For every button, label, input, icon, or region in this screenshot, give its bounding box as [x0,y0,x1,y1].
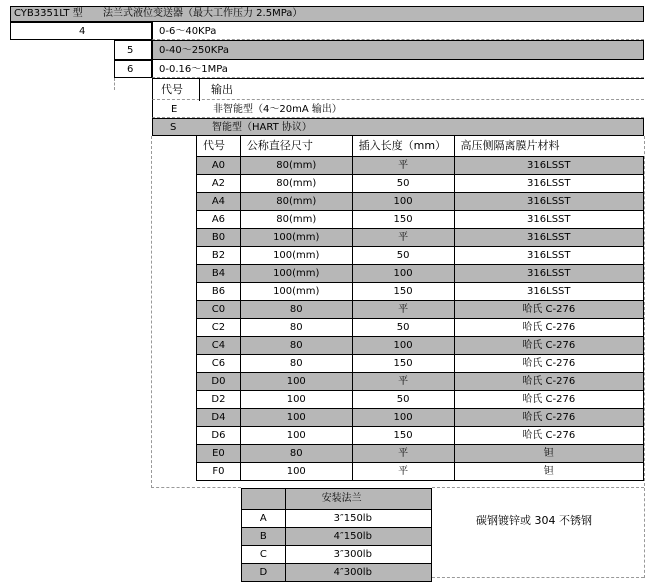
row-dn: 100 [240,391,352,409]
row-dn: 80 [240,445,352,463]
table-row [197,463,644,481]
guide-line [644,488,645,578]
flange-spec: 4″300lb [285,564,431,582]
flange-material: 碳钢镀锌或 304 不锈钢 [476,514,592,527]
row-dn: 80 [240,301,352,319]
range-code: 6 [127,64,134,75]
row-dn: 80(mm) [240,193,352,211]
guide-line [151,136,152,488]
model-label: CYB3351LT 型 [14,8,83,19]
row-dn: 100 [240,409,352,427]
flange-spec: 3″150lb [285,510,431,528]
row-code: C2 [197,319,241,337]
header-material: 高压侧隔离膜片材料 [454,136,643,157]
row-length: 平 [352,157,454,175]
table-row [197,211,644,229]
output-code: E [171,104,178,115]
row-material: 钽 [454,463,643,481]
row-code: B4 [197,265,241,283]
flange-code: C [242,546,286,564]
diaphragm-table [196,136,644,481]
row-dn: 80 [240,355,352,373]
flange-spec: 3″300lb [285,546,431,564]
table-row [197,409,644,427]
guide-line [151,487,241,488]
range-code-cell [10,22,152,40]
flange-table [241,488,432,582]
row-length: 平 [352,373,454,391]
guide-line [432,487,644,488]
table-row [197,427,644,445]
flange-code: B [242,528,286,546]
row-material: 316LSST [454,157,643,175]
flange-header: 安装法兰 [285,489,431,510]
table-row [197,337,644,355]
row-material: 316LSST [454,193,643,211]
row-code: B6 [197,283,241,301]
output-row-s [152,118,644,136]
row-material: 哈氏 C-276 [454,319,643,337]
row-length: 50 [352,391,454,409]
range-code: 4 [79,26,86,37]
row-code: C6 [197,355,241,373]
row-material: 哈氏 C-276 [454,337,643,355]
table-row [197,373,644,391]
table-row [197,355,644,373]
row-material: 哈氏 C-276 [454,373,643,391]
flange-header-row [242,489,432,510]
guide-line [432,577,644,578]
output-header-divider [199,79,200,101]
row-dn: 80(mm) [240,157,352,175]
table-row [197,319,644,337]
range-row-6 [114,60,644,78]
flange-header-code [242,489,286,510]
range-code: 5 [127,45,134,56]
row-dn: 100(mm) [240,265,352,283]
header-code: 代号 [197,136,241,157]
row-length: 100 [352,193,454,211]
row-material: 316LSST [454,247,643,265]
row-code: B0 [197,229,241,247]
output-section [152,78,644,136]
row-length: 平 [352,463,454,481]
header-length: 插入长度（mm） [352,136,454,157]
row-dn: 80 [240,337,352,355]
row-length: 平 [352,301,454,319]
table-row [197,247,644,265]
row-material: 316LSST [454,229,643,247]
header-dn: 公称直径尺寸 [240,136,352,157]
row-material: 哈氏 C-276 [454,391,643,409]
row-material: 316LSST [454,283,643,301]
row-code: E0 [197,445,241,463]
range-value-cell [152,60,644,78]
range-value-cell [152,40,644,60]
row-dn: 80(mm) [240,211,352,229]
row-material: 哈氏 C-276 [454,427,643,445]
row-code: F0 [197,463,241,481]
guide-line [114,78,115,90]
row-code: A2 [197,175,241,193]
table-row [197,265,644,283]
output-header-label: 输出 [211,83,233,96]
row-length: 150 [352,355,454,373]
row-material: 316LSST [454,265,643,283]
row-code: B2 [197,247,241,265]
row-dn: 100 [240,373,352,391]
row-material: 316LSST [454,211,643,229]
table-row [197,175,644,193]
row-dn: 100(mm) [240,247,352,265]
row-code: D0 [197,373,241,391]
row-length: 100 [352,337,454,355]
output-header-code: 代号 [161,83,183,96]
row-dn: 80 [240,319,352,337]
range-code-cell [114,40,152,60]
product-name: 法兰式液位变送器（最大工作压力 2.5MPa） [103,8,303,19]
range-row-5 [114,40,644,60]
row-length: 50 [352,175,454,193]
output-code: S [170,122,177,133]
table-row [242,528,432,546]
diaphragm-header-row [197,136,644,157]
range-value-cell [152,22,644,40]
row-length: 平 [352,445,454,463]
range-value: 0-0.16～1MPa [159,64,228,75]
flange-code: D [242,564,286,582]
table-row [197,157,644,175]
row-length: 100 [352,409,454,427]
output-header [152,78,644,100]
range-code-cell [114,60,152,78]
row-code: D6 [197,427,241,445]
output-row-e [152,100,644,118]
row-length: 150 [352,283,454,301]
row-code: D4 [197,409,241,427]
table-row [242,546,432,564]
table-row [197,283,644,301]
title-row [10,6,644,22]
range-value: 0-6～40KPa [159,26,217,37]
row-dn: 100(mm) [240,229,352,247]
table-row [197,229,644,247]
guide-line [644,136,645,486]
output-label: 智能型（HART 协议） [212,122,312,133]
table-row [242,510,432,528]
row-material: 哈氏 C-276 [454,409,643,427]
row-material: 哈氏 C-276 [454,355,643,373]
flange-spec: 4″150lb [285,528,431,546]
row-material: 哈氏 C-276 [454,301,643,319]
row-length: 50 [352,247,454,265]
row-dn: 100 [240,427,352,445]
row-code: A4 [197,193,241,211]
row-dn: 80(mm) [240,175,352,193]
row-length: 50 [352,319,454,337]
row-code: C4 [197,337,241,355]
table-row [197,193,644,211]
row-length: 平 [352,229,454,247]
row-dn: 100(mm) [240,283,352,301]
row-material: 316LSST [454,175,643,193]
row-length: 100 [352,265,454,283]
table-row [197,391,644,409]
table-row [197,445,644,463]
row-code: C0 [197,301,241,319]
range-row-4 [10,22,644,40]
row-code: D2 [197,391,241,409]
row-code: A0 [197,157,241,175]
row-code: A6 [197,211,241,229]
output-label: 非智能型（4～20mA 输出） [213,104,342,115]
flange-code: A [242,510,286,528]
row-length: 150 [352,211,454,229]
range-value: 0-40～250KPa [159,45,230,56]
row-dn: 100 [240,463,352,481]
row-material: 钽 [454,445,643,463]
row-length: 150 [352,427,454,445]
table-row [197,301,644,319]
